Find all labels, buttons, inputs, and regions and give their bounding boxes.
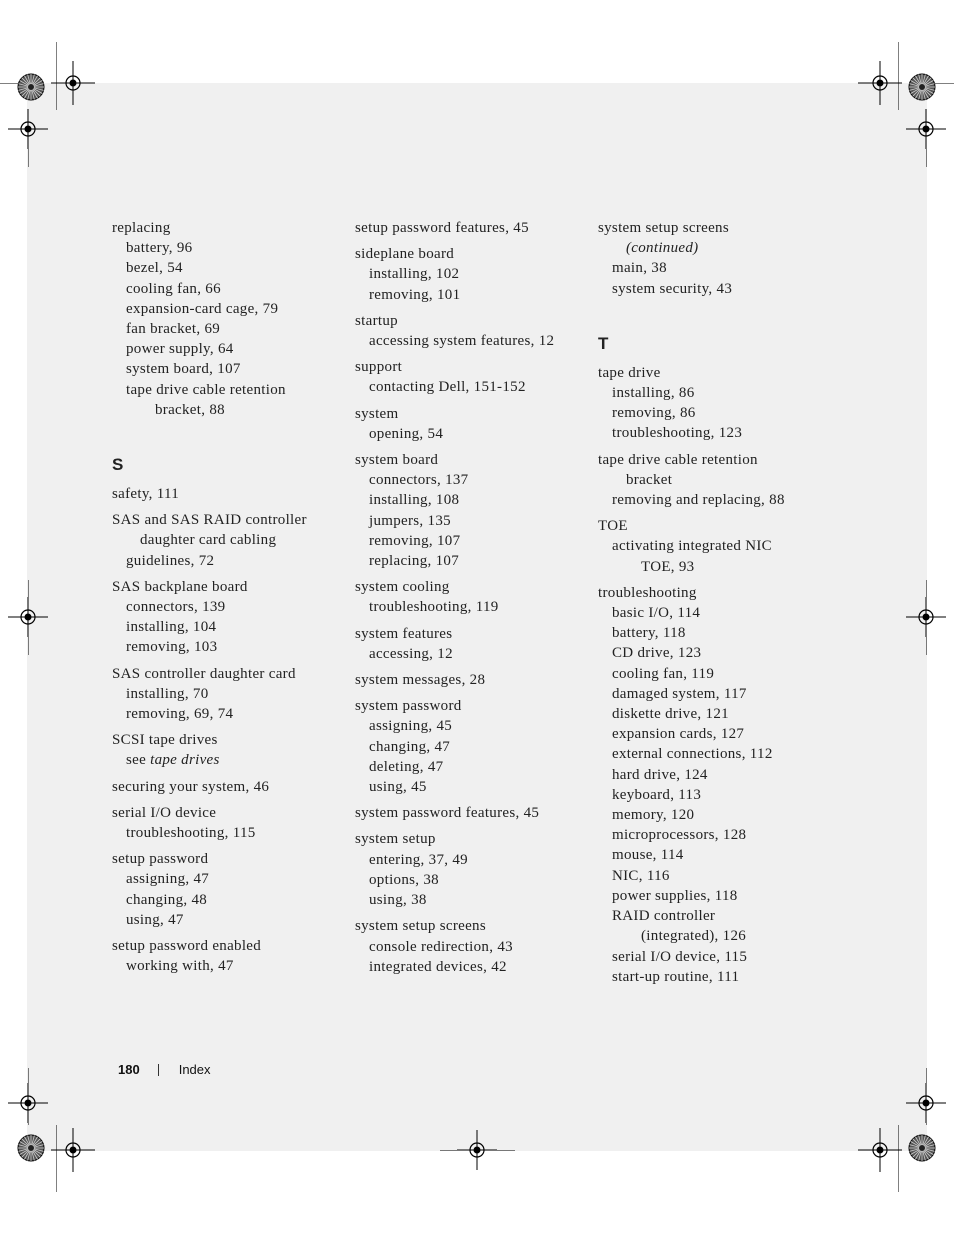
index-subterm bbox=[355, 890, 595, 910]
index-subterm bbox=[598, 866, 838, 886]
index-entry bbox=[355, 670, 595, 690]
index-term bbox=[355, 577, 595, 597]
index-subterm bbox=[355, 644, 595, 664]
index-entry bbox=[355, 244, 595, 305]
index-subterm bbox=[355, 937, 595, 957]
index-entry bbox=[598, 583, 838, 987]
index-subterm bbox=[598, 557, 838, 577]
index-term bbox=[355, 357, 595, 377]
index-subterm bbox=[598, 825, 838, 845]
index-subterm bbox=[355, 716, 595, 736]
index-subterm bbox=[112, 704, 352, 724]
index-text: SAS backplane board bbox=[112, 578, 248, 595]
index-text: power supply, 64 bbox=[126, 341, 234, 358]
index-entry bbox=[355, 311, 595, 351]
index-subterm bbox=[598, 279, 838, 299]
index-subterm bbox=[355, 424, 595, 444]
crosshair-mark-icon bbox=[858, 61, 902, 105]
index-term bbox=[598, 583, 838, 603]
index-subterm bbox=[598, 603, 838, 623]
index-text: guidelines, 72 bbox=[126, 552, 215, 569]
index-text: contacting Dell, 151-152 bbox=[369, 379, 526, 396]
index-text: installing, 70 bbox=[126, 685, 209, 702]
index-subterm bbox=[598, 926, 838, 946]
index-text: system board, 107 bbox=[126, 361, 241, 378]
index-text: securing your system, 46 bbox=[112, 778, 270, 795]
index-subterm bbox=[355, 850, 595, 870]
index-subterm bbox=[355, 957, 595, 977]
index-subterm bbox=[112, 910, 352, 930]
index-subterm bbox=[598, 490, 838, 510]
index-entry bbox=[355, 624, 595, 664]
index-text: tape drive bbox=[598, 364, 661, 381]
index-subterm bbox=[598, 623, 838, 643]
index-text: installing, 104 bbox=[126, 619, 217, 636]
index-text: troubleshooting, 115 bbox=[126, 825, 256, 842]
index-text: main, 38 bbox=[612, 260, 667, 277]
index-entry bbox=[112, 484, 352, 504]
index-text: setup password enabled bbox=[112, 938, 262, 955]
index-subterm bbox=[112, 380, 352, 400]
index-text: microprocessors, 128 bbox=[612, 827, 747, 844]
index-column-1 bbox=[112, 218, 352, 983]
index-text: safety, 111 bbox=[112, 486, 180, 503]
index-subterm bbox=[355, 377, 595, 397]
index-subterm bbox=[112, 890, 352, 910]
index-text: setup password bbox=[112, 851, 209, 868]
index-subterm bbox=[112, 637, 352, 657]
index-text: battery, 118 bbox=[612, 625, 686, 642]
index-text: connectors, 139 bbox=[126, 599, 226, 616]
index-subterm bbox=[355, 777, 595, 797]
index-subterm bbox=[112, 956, 352, 976]
index-subterm bbox=[112, 400, 352, 420]
index-subterm bbox=[598, 536, 838, 556]
index-entry bbox=[112, 803, 352, 843]
index-subterm bbox=[112, 684, 352, 704]
page-footer bbox=[118, 1060, 211, 1080]
index-subterm bbox=[112, 617, 352, 637]
index-text: bracket, 88 bbox=[155, 401, 225, 418]
index-subterm bbox=[112, 279, 352, 299]
index-text: assigning, 47 bbox=[126, 871, 210, 888]
index-text: (integrated), 126 bbox=[641, 928, 747, 945]
starburst-mark-icon bbox=[17, 1134, 45, 1162]
index-subterm bbox=[598, 724, 838, 744]
index-term bbox=[112, 849, 352, 869]
index-text: system setup screens bbox=[355, 918, 486, 935]
index-subterm bbox=[112, 869, 352, 889]
index-text: sideplane board bbox=[355, 246, 455, 263]
index-term bbox=[355, 829, 595, 849]
index-term bbox=[112, 777, 352, 797]
index-text: removing, 69, 74 bbox=[126, 706, 234, 723]
index-subterm bbox=[598, 470, 838, 490]
index-subterm bbox=[112, 530, 352, 550]
index-text: using, 38 bbox=[369, 892, 427, 909]
index-text: SAS controller daughter card bbox=[112, 665, 296, 682]
index-entry bbox=[355, 916, 595, 977]
index-term bbox=[112, 936, 352, 956]
index-text: replacing, 107 bbox=[369, 553, 460, 570]
index-subterm bbox=[355, 285, 595, 305]
crosshair-mark-icon bbox=[457, 1130, 497, 1170]
index-entry bbox=[112, 936, 352, 976]
index-text: using, 47 bbox=[126, 911, 184, 928]
cross-reference: tape drives bbox=[150, 752, 220, 769]
index-text: system features bbox=[355, 625, 453, 642]
index-subterm bbox=[355, 551, 595, 571]
index-text: working with, 47 bbox=[126, 958, 234, 975]
index-subterm bbox=[355, 757, 595, 777]
index-entry bbox=[598, 516, 838, 577]
index-subterm bbox=[598, 744, 838, 764]
index-subterm bbox=[598, 785, 838, 805]
index-entry bbox=[112, 664, 352, 725]
index-subterm bbox=[598, 947, 838, 967]
index-subterm bbox=[355, 597, 595, 617]
index-entry bbox=[112, 218, 352, 420]
index-text: setup password features, 45 bbox=[355, 220, 529, 236]
index-subterm bbox=[112, 299, 352, 319]
index-text: (continued) bbox=[626, 240, 699, 257]
index-text: expansion cards, 127 bbox=[612, 726, 745, 743]
index-entry bbox=[112, 510, 352, 571]
index-term bbox=[112, 730, 352, 750]
index-term bbox=[355, 670, 595, 690]
index-subterm bbox=[598, 643, 838, 663]
index-entry bbox=[598, 450, 838, 511]
index-text: serial I/O device bbox=[112, 804, 217, 821]
index-text: tape drive cable retention bbox=[598, 451, 758, 468]
index-text: system password bbox=[355, 698, 462, 715]
index-entry bbox=[355, 696, 595, 797]
index-text: opening, 54 bbox=[369, 425, 444, 442]
starburst-mark-icon bbox=[908, 1134, 936, 1162]
index-text: bezel, 54 bbox=[126, 260, 183, 277]
index-subterm bbox=[355, 870, 595, 890]
crosshair-mark-icon bbox=[8, 597, 48, 637]
index-text: console redirection, 43 bbox=[369, 938, 513, 955]
index-text: using, 45 bbox=[369, 779, 427, 796]
index-text: installing, 102 bbox=[369, 266, 460, 283]
index-text: cooling fan, 66 bbox=[126, 280, 221, 297]
crosshair-mark-icon bbox=[906, 109, 946, 149]
crosshair-mark-icon bbox=[8, 1083, 48, 1123]
index-subterm bbox=[598, 845, 838, 865]
index-term bbox=[355, 624, 595, 644]
index-subterm bbox=[598, 664, 838, 684]
index-term bbox=[355, 218, 595, 238]
crosshair-mark-icon bbox=[8, 109, 48, 149]
index-entry bbox=[355, 218, 595, 238]
index-subterm bbox=[598, 684, 838, 704]
index-text: assigning, 45 bbox=[369, 718, 453, 735]
index-term bbox=[355, 404, 595, 424]
index-subterm bbox=[112, 258, 352, 278]
index-text: system board bbox=[355, 452, 439, 469]
index-entry bbox=[355, 803, 595, 823]
index-text: power supplies, 118 bbox=[612, 887, 738, 904]
index-column-2 bbox=[355, 218, 595, 983]
index-text: connectors, 137 bbox=[369, 472, 469, 489]
index-column-3 bbox=[598, 218, 838, 993]
index-term bbox=[355, 916, 595, 936]
index-text: system messages, 28 bbox=[355, 672, 486, 689]
crosshair-mark-icon bbox=[858, 1128, 902, 1172]
footer-section: Index bbox=[178, 1062, 211, 1077]
index-text: daughter card cabling bbox=[140, 532, 277, 549]
index-text: hard drive, 124 bbox=[612, 766, 708, 783]
index-text: removing and replacing, 88 bbox=[612, 492, 785, 509]
crosshair-mark-icon bbox=[51, 1128, 95, 1172]
section-letter: T bbox=[598, 333, 609, 353]
index-text: mouse, 114 bbox=[612, 847, 684, 864]
index-text: system cooling bbox=[355, 579, 450, 596]
index-term bbox=[112, 484, 352, 504]
index-subterm bbox=[355, 331, 595, 351]
index-subterm bbox=[598, 906, 838, 926]
index-subterm bbox=[355, 490, 595, 510]
index-text: external connections, 112 bbox=[612, 746, 773, 763]
index-subterm bbox=[598, 805, 838, 825]
index-term bbox=[355, 696, 595, 716]
index-entry bbox=[598, 218, 838, 299]
index-term bbox=[112, 218, 352, 238]
index-text: see bbox=[126, 752, 151, 769]
index-term bbox=[355, 803, 595, 823]
index-entry bbox=[112, 777, 352, 797]
index-subterm bbox=[598, 967, 838, 987]
index-text: diskette drive, 121 bbox=[612, 706, 729, 723]
index-text: NIC, 116 bbox=[612, 867, 670, 884]
index-subterm bbox=[598, 238, 838, 258]
index-text: serial I/O device, 115 bbox=[612, 948, 748, 965]
index-text: SCSI tape drives bbox=[112, 732, 218, 749]
index-term bbox=[355, 244, 595, 264]
index-text: startup bbox=[355, 312, 398, 329]
index-subterm bbox=[112, 823, 352, 843]
index-subterm bbox=[355, 531, 595, 551]
index-term bbox=[355, 450, 595, 470]
crosshair-mark-icon bbox=[51, 61, 95, 105]
index-term bbox=[112, 803, 352, 823]
index-subterm bbox=[598, 258, 838, 278]
index-entry bbox=[598, 363, 838, 444]
index-text: support bbox=[355, 359, 403, 376]
index-text: system bbox=[355, 405, 399, 422]
index-entry bbox=[112, 849, 352, 930]
index-text: entering, 37, 49 bbox=[369, 851, 468, 868]
index-subterm bbox=[598, 765, 838, 785]
index-text: options, 38 bbox=[369, 871, 439, 888]
index-entry bbox=[355, 829, 595, 910]
index-text: activating integrated NIC bbox=[612, 538, 772, 555]
section-letter: S bbox=[112, 455, 124, 475]
index-term bbox=[598, 450, 838, 470]
index-text: removing, 107 bbox=[369, 532, 461, 549]
crosshair-mark-icon bbox=[906, 597, 946, 637]
index-text: removing, 103 bbox=[126, 639, 218, 656]
index-entry bbox=[112, 577, 352, 658]
index-text: system password features, 45 bbox=[355, 805, 540, 822]
index-text: fan bracket, 69 bbox=[126, 321, 221, 338]
index-term bbox=[355, 311, 595, 331]
index-text: CD drive, 123 bbox=[612, 645, 702, 662]
index-subterm bbox=[355, 737, 595, 757]
index-entry bbox=[355, 404, 595, 444]
index-subterm bbox=[598, 704, 838, 724]
index-text: installing, 108 bbox=[369, 492, 460, 509]
index-term bbox=[598, 363, 838, 383]
index-subterm bbox=[355, 264, 595, 284]
index-entry bbox=[355, 577, 595, 617]
index-subterm bbox=[598, 403, 838, 423]
index-text: accessing, 12 bbox=[369, 645, 453, 662]
index-text: changing, 48 bbox=[126, 891, 208, 908]
page-number: 180 bbox=[118, 1062, 140, 1077]
index-text: jumpers, 135 bbox=[369, 512, 451, 529]
index-subterm bbox=[112, 359, 352, 379]
index-term bbox=[598, 516, 838, 536]
index-text: system setup screens bbox=[598, 220, 729, 236]
index-subterm bbox=[598, 423, 838, 443]
index-subterm bbox=[112, 597, 352, 617]
index-text: removing, 86 bbox=[612, 405, 696, 422]
index-text: accessing system features, 12 bbox=[369, 333, 555, 350]
starburst-mark-icon bbox=[908, 73, 936, 101]
index-subterm bbox=[598, 886, 838, 906]
starburst-mark-icon bbox=[17, 73, 45, 101]
index-text: system security, 43 bbox=[612, 280, 733, 297]
index-text: deleting, 47 bbox=[369, 758, 444, 775]
index-text: memory, 120 bbox=[612, 807, 695, 824]
index-subterm bbox=[598, 383, 838, 403]
index-subterm bbox=[112, 238, 352, 258]
index-term bbox=[112, 510, 352, 530]
index-text: changing, 47 bbox=[369, 738, 451, 755]
index-text: SAS and SAS RAID controller bbox=[112, 512, 307, 529]
index-text: installing, 86 bbox=[612, 385, 695, 402]
index-text: start-up routine, 111 bbox=[612, 968, 740, 985]
index-text: integrated devices, 42 bbox=[369, 958, 507, 975]
index-text: TOE, 93 bbox=[641, 558, 695, 575]
index-subterm bbox=[112, 750, 352, 770]
index-text: cooling fan, 119 bbox=[612, 665, 715, 682]
index-text: troubleshooting, 119 bbox=[369, 599, 499, 616]
index-text: troubleshooting, 123 bbox=[612, 425, 743, 442]
index-subterm bbox=[112, 551, 352, 571]
index-term bbox=[112, 664, 352, 684]
index-subterm bbox=[112, 339, 352, 359]
index-subterm bbox=[112, 319, 352, 339]
index-entry bbox=[355, 357, 595, 397]
index-subterm bbox=[355, 470, 595, 490]
index-text: bracket bbox=[626, 471, 673, 488]
index-entry bbox=[112, 730, 352, 770]
index-text: RAID controller bbox=[612, 908, 716, 925]
index-text: replacing bbox=[112, 220, 171, 236]
index-text: keyboard, 113 bbox=[612, 786, 702, 803]
index-text: basic I/O, 114 bbox=[612, 605, 701, 622]
index-text: tape drive cable retention bbox=[126, 381, 286, 398]
index-text: expansion-card cage, 79 bbox=[126, 300, 279, 317]
index-subterm bbox=[355, 511, 595, 531]
index-term bbox=[112, 577, 352, 597]
index-term bbox=[598, 218, 838, 238]
index-text: removing, 101 bbox=[369, 286, 461, 303]
index-text: troubleshooting bbox=[598, 584, 697, 601]
index-text: damaged system, 117 bbox=[612, 685, 747, 702]
crosshair-mark-icon bbox=[906, 1083, 946, 1123]
footer-separator bbox=[158, 1064, 159, 1076]
index-entry bbox=[355, 450, 595, 571]
index-text: system setup bbox=[355, 831, 436, 848]
index-text: battery, 96 bbox=[126, 240, 193, 257]
index-text: TOE bbox=[598, 518, 628, 535]
